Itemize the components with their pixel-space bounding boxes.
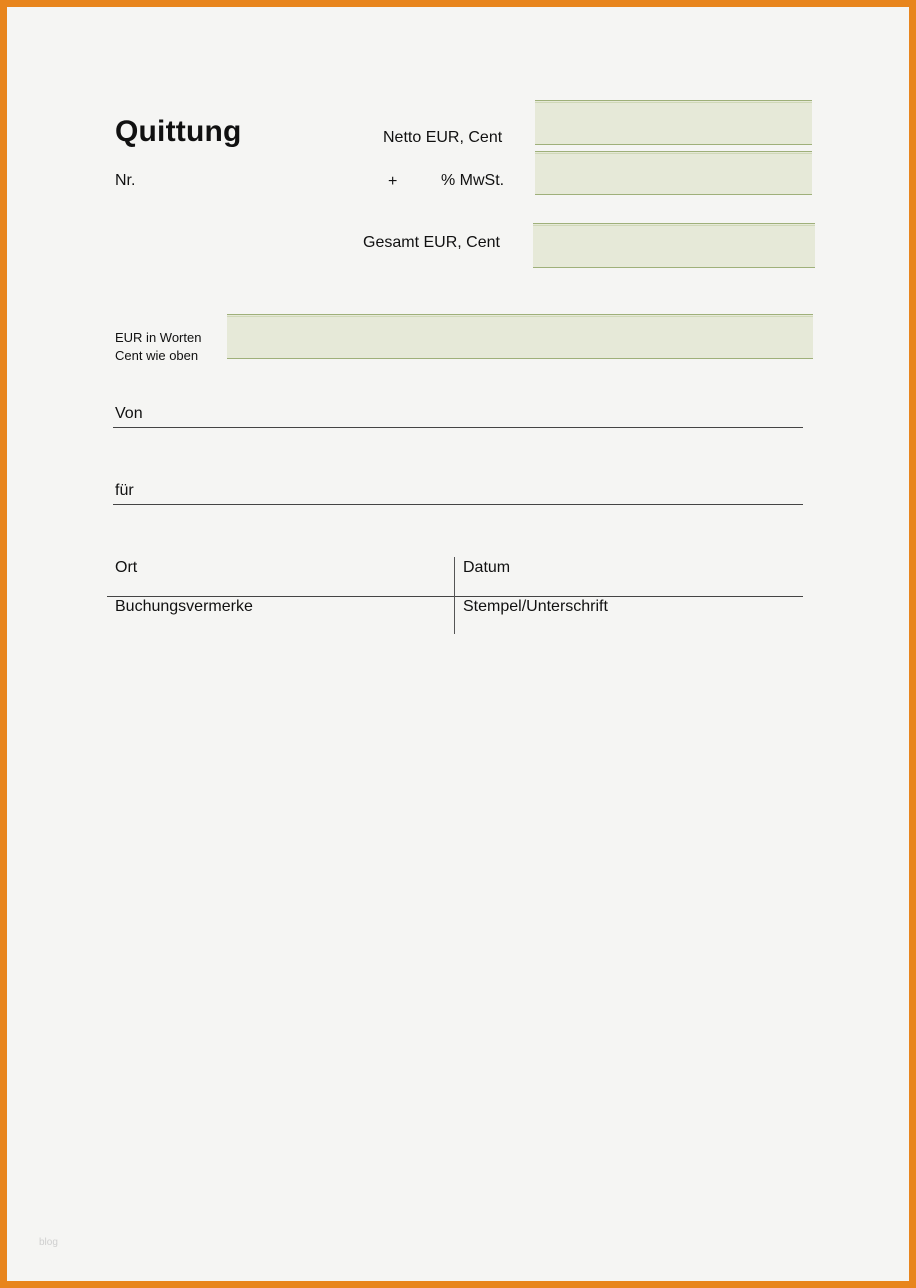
plus-sign: +	[388, 173, 398, 190]
words-label-line1: EUR in Worten	[115, 330, 202, 345]
mwst-label: % MwSt.	[441, 172, 505, 189]
for-line[interactable]	[113, 504, 803, 505]
gesamt-field[interactable]	[533, 223, 815, 268]
date-label: Datum	[463, 559, 511, 576]
mwst-field[interactable]	[535, 151, 812, 195]
netto-label: Netto EUR, Cent	[383, 129, 503, 146]
watermark-text: blog	[39, 1237, 58, 1248]
for-label: für	[115, 482, 134, 499]
words-label-line2: Cent wie oben	[115, 348, 199, 363]
receipt-number-label: Nr.	[115, 172, 136, 189]
netto-field[interactable]	[535, 100, 812, 145]
gesamt-label: Gesamt EUR, Cent	[363, 234, 500, 251]
footer-column-divider	[454, 557, 455, 634]
stamp-signature-label: Stempel/Unterschrift	[463, 598, 608, 615]
place-label: Ort	[115, 559, 138, 576]
from-label: Von	[115, 405, 143, 422]
amount-in-words-field[interactable]	[227, 314, 813, 359]
receipt-title: Quittung	[115, 115, 242, 148]
booking-notes-label: Buchungsvermerke	[115, 598, 253, 615]
from-line[interactable]	[113, 427, 803, 428]
